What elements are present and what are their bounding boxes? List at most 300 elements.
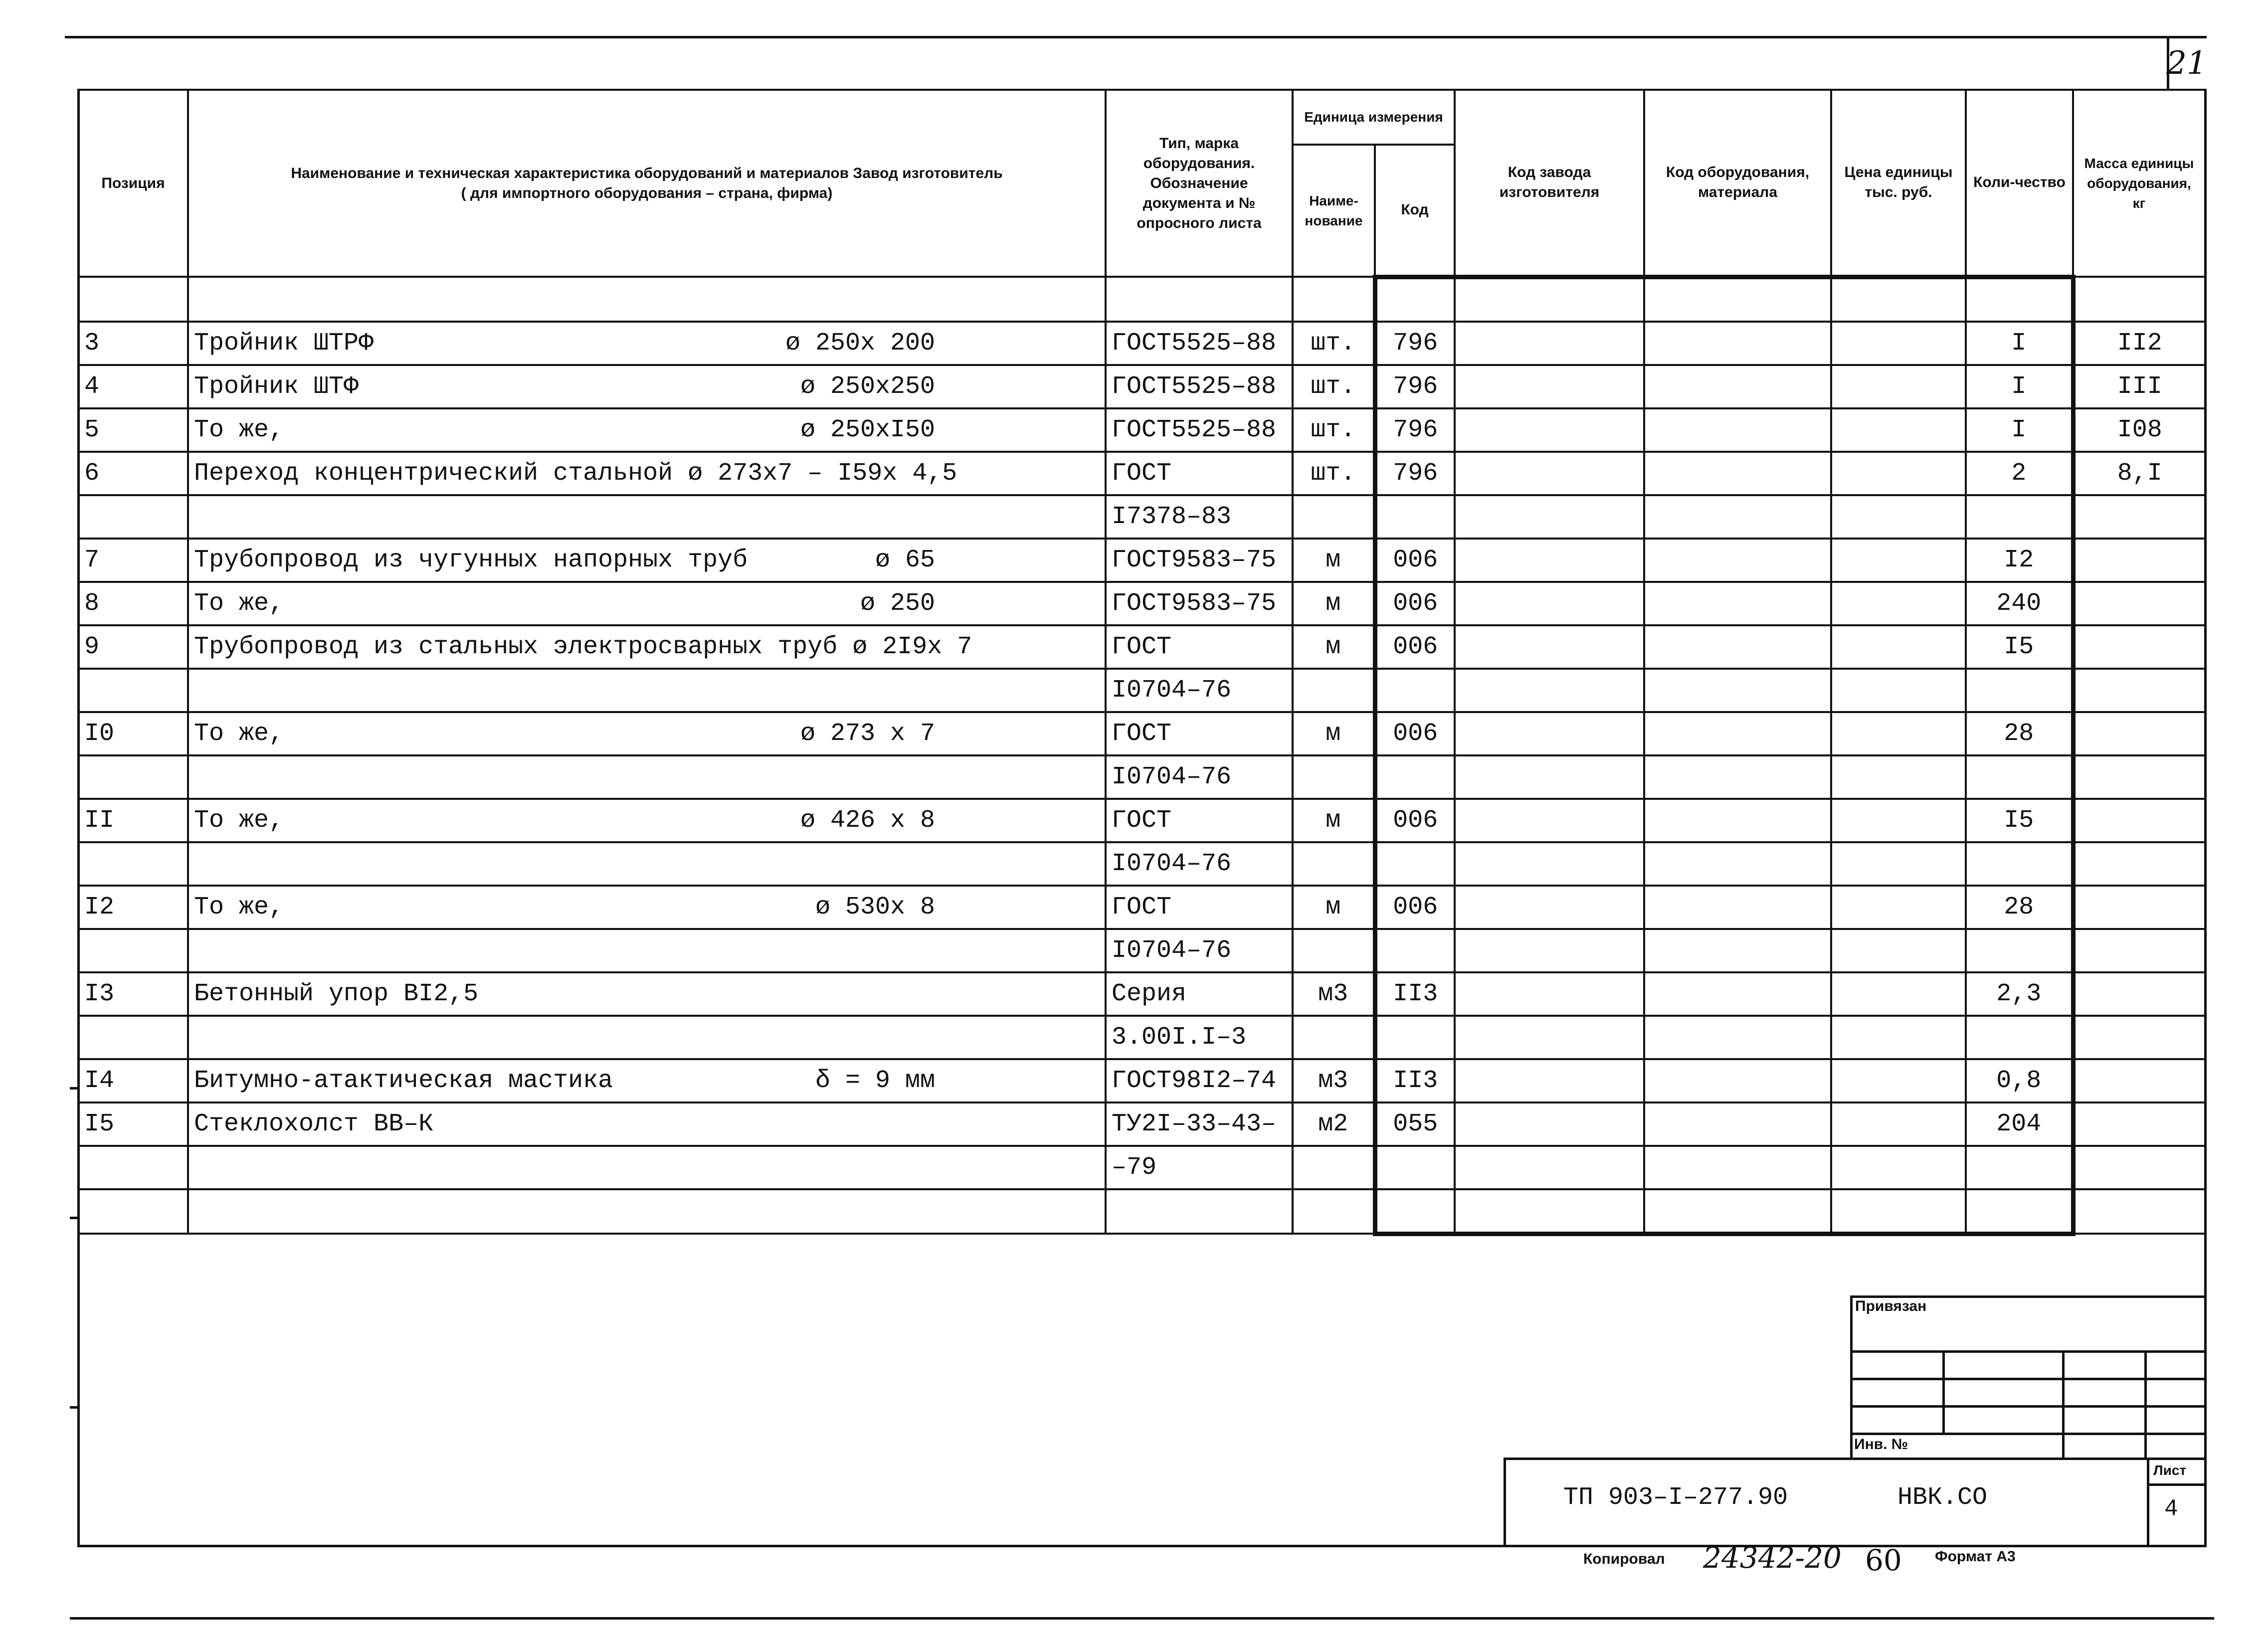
cell-unit	[1293, 1016, 1375, 1059]
cell-price	[1831, 972, 1966, 1016]
cell-unit-code: II3	[1375, 1059, 1455, 1102]
header-quantity: Коли-чество	[1966, 90, 2073, 277]
bound-divider	[1942, 1350, 1945, 1433]
cell-price	[1831, 712, 1966, 755]
cell-equipment-code	[1644, 582, 1831, 625]
item-dimension: δ = 9 мм	[815, 1066, 935, 1095]
cell-quantity	[1966, 929, 2073, 972]
cell-name	[188, 755, 1106, 799]
cell-mass: III	[2073, 365, 2205, 408]
cell-mass	[2073, 1102, 2205, 1146]
item-name: Бетонный упор ВI2,5	[194, 979, 479, 1008]
cell-quantity	[1966, 1016, 2073, 1059]
cell-name	[188, 1016, 1106, 1059]
cell-position	[78, 1146, 188, 1189]
cell-type: 3.00I.I–3	[1106, 1016, 1293, 1059]
cell-position	[78, 755, 188, 799]
cell-quantity	[1966, 277, 2073, 322]
cell-mass	[2073, 669, 2205, 712]
header-unit-group: Единица измерения	[1293, 90, 1455, 145]
cell-unit-code	[1375, 1189, 1455, 1234]
cell-mass	[2073, 755, 2205, 799]
footer-rule	[70, 1617, 2214, 1620]
bound-rule	[1850, 1405, 2207, 1408]
cell-factory-code	[1455, 365, 1644, 408]
cell-price	[1831, 365, 1966, 408]
table-row	[78, 1189, 2205, 1234]
cell-quantity: I2	[1966, 539, 2073, 582]
cell-unit: м	[1293, 886, 1375, 929]
cell-equipment-code	[1644, 1059, 1831, 1102]
table-row	[78, 886, 2205, 929]
cell-quantity: 240	[1966, 582, 2073, 625]
cell-name	[188, 539, 1106, 582]
cell-equipment-code	[1644, 799, 1831, 842]
bound-divider	[2144, 1350, 2147, 1460]
cell-type: ГОСТ	[1106, 625, 1293, 669]
bound-rule	[1850, 1378, 2207, 1380]
item-name: Трубопровод из стальных электросварных труб ø 2I9х 7	[194, 632, 972, 661]
page-number: 21	[2166, 45, 2207, 82]
table-row	[78, 582, 2205, 625]
item-dimension: ø 250х250	[800, 372, 935, 401]
margin-tick	[70, 1217, 80, 1219]
margin-tick	[70, 1406, 80, 1409]
table-body	[78, 277, 2205, 1234]
copy-sub: 60	[1865, 1543, 1902, 1577]
cell-factory-code	[1455, 712, 1644, 755]
cell-position: I3	[78, 972, 188, 1016]
inv-label: Инв. №	[1854, 1436, 1908, 1453]
cell-equipment-code	[1644, 669, 1831, 712]
cell-name	[188, 929, 1106, 972]
left-border	[77, 89, 80, 1547]
cell-position: I2	[78, 886, 188, 929]
cell-price	[1831, 669, 1966, 712]
cell-position	[78, 929, 188, 972]
table-row	[78, 625, 2205, 669]
cell-mass: 8,I	[2073, 452, 2205, 495]
cell-quantity: I5	[1966, 625, 2073, 669]
item-dimension: ø 250х 200	[785, 329, 935, 358]
cell-quantity: I5	[1966, 799, 2073, 842]
cell-position: I4	[78, 1059, 188, 1102]
cell-type: I0704–76	[1106, 755, 1293, 799]
cell-name	[188, 712, 1106, 755]
cell-type: I7378–83	[1106, 495, 1293, 539]
cell-equipment-code	[1644, 322, 1831, 365]
cell-mass	[2073, 842, 2205, 886]
cell-unit: м2	[1293, 1102, 1375, 1146]
cell-mass	[2073, 929, 2205, 972]
cell-price	[1831, 539, 1966, 582]
table-row	[78, 539, 2205, 582]
header-unit-name: Наиме-нование	[1293, 145, 1375, 277]
cell-price	[1831, 799, 1966, 842]
cell-type: Серия	[1106, 972, 1293, 1016]
header-unit-code: Код	[1375, 145, 1455, 277]
cell-type: ГОСТ	[1106, 712, 1293, 755]
cell-position: II	[78, 799, 188, 842]
header-position: Позиция	[78, 90, 188, 277]
cell-quantity	[1966, 1146, 2073, 1189]
cell-quantity	[1966, 755, 2073, 799]
document-mark: НВК.СО	[1897, 1483, 1988, 1512]
cell-position: 5	[78, 408, 188, 452]
cell-factory-code	[1455, 1146, 1644, 1189]
cell-price	[1831, 1146, 1966, 1189]
cell-unit-code: 796	[1375, 452, 1455, 495]
item-dimension: ø 426 х 8	[800, 806, 935, 835]
cell-name	[188, 1059, 1106, 1102]
cell-factory-code	[1455, 972, 1644, 1016]
cell-factory-code	[1455, 408, 1644, 452]
cell-unit	[1293, 495, 1375, 539]
table-row	[78, 1059, 2205, 1102]
cell-type	[1106, 1189, 1293, 1234]
cell-unit	[1293, 929, 1375, 972]
cell-unit-code	[1375, 1016, 1455, 1059]
header-type: Тип, марка оборудования. Обозначение документа и № опросного листа	[1106, 90, 1293, 277]
item-dimension: ø 250хI50	[800, 415, 935, 444]
cell-position	[78, 277, 188, 322]
cell-unit-code: 006	[1375, 582, 1455, 625]
sheet-number: 4	[2164, 1496, 2178, 1522]
table-row	[78, 1016, 2205, 1059]
cell-equipment-code	[1644, 452, 1831, 495]
cell-mass	[2073, 972, 2205, 1016]
cell-unit: м	[1293, 625, 1375, 669]
cell-unit: шт.	[1293, 452, 1375, 495]
cell-position	[78, 669, 188, 712]
cell-mass	[2073, 495, 2205, 539]
cell-position	[78, 1189, 188, 1234]
cell-name	[188, 625, 1106, 669]
cell-quantity: 28	[1966, 886, 2073, 929]
header-factory-code: Код завода изготовителя	[1455, 90, 1644, 277]
bound-rule	[1850, 1350, 2207, 1353]
cell-type	[1106, 277, 1293, 322]
cell-factory-code	[1455, 539, 1644, 582]
cell-price	[1831, 842, 1966, 886]
cell-type: ТУ2I–33–43–	[1106, 1102, 1293, 1146]
item-name: То же,	[194, 719, 284, 748]
format-label: Формат А3	[1935, 1548, 2016, 1565]
sheet-label: Лист	[2153, 1463, 2187, 1478]
cell-name	[188, 842, 1106, 886]
cell-mass	[2073, 625, 2205, 669]
cell-unit-code: 006	[1375, 712, 1455, 755]
cell-equipment-code	[1644, 495, 1831, 539]
copy-number: 24342-20	[1703, 1541, 1842, 1575]
cell-name	[188, 886, 1106, 929]
cell-name	[188, 1102, 1106, 1146]
item-dimension: ø 273 х 7	[800, 719, 935, 748]
item-name: Стеклохолст ВВ–К	[194, 1109, 434, 1138]
sheet-rule	[2147, 1483, 2207, 1486]
cell-factory-code	[1455, 842, 1644, 886]
cell-unit-code	[1375, 1146, 1455, 1189]
cell-position: 4	[78, 365, 188, 408]
header-equipment-code: Код оборудования, материала	[1644, 90, 1831, 277]
item-name: Тройник ШТРФ	[194, 329, 374, 358]
cell-position: I0	[78, 712, 188, 755]
cell-price	[1831, 582, 1966, 625]
cell-factory-code	[1455, 755, 1644, 799]
table-row	[78, 1146, 2205, 1189]
cell-equipment-code	[1644, 755, 1831, 799]
table-row	[78, 408, 2205, 452]
cell-mass	[2073, 582, 2205, 625]
cell-type: ГОСТ9583–75	[1106, 582, 1293, 625]
cell-equipment-code	[1644, 842, 1831, 886]
cell-factory-code	[1455, 799, 1644, 842]
cell-unit: шт.	[1293, 408, 1375, 452]
cell-name	[188, 495, 1106, 539]
cell-mass	[2073, 1189, 2205, 1234]
cell-quantity: 204	[1966, 1102, 2073, 1146]
cell-unit	[1293, 842, 1375, 886]
cell-position	[78, 842, 188, 886]
cell-unit	[1293, 1146, 1375, 1189]
cell-quantity	[1966, 1189, 2073, 1234]
cell-factory-code	[1455, 582, 1644, 625]
table-row	[78, 669, 2205, 712]
cell-equipment-code	[1644, 1189, 1831, 1234]
cell-unit	[1293, 1189, 1375, 1234]
cell-equipment-code	[1644, 972, 1831, 1016]
cell-name	[188, 582, 1106, 625]
header-price: Цена единицы тыс. руб.	[1831, 90, 1966, 277]
table-row	[78, 712, 2205, 755]
cell-factory-code	[1455, 452, 1644, 495]
cell-equipment-code	[1644, 712, 1831, 755]
cell-factory-code	[1455, 1102, 1644, 1146]
cell-unit-code	[1375, 495, 1455, 539]
cell-equipment-code	[1644, 625, 1831, 669]
cell-price	[1831, 452, 1966, 495]
cell-mass	[2073, 539, 2205, 582]
cell-quantity: 0,8	[1966, 1059, 2073, 1102]
cell-unit: м3	[1293, 972, 1375, 1016]
cell-unit-code	[1375, 277, 1455, 322]
margin-tick	[70, 1087, 80, 1090]
cell-equipment-code	[1644, 1016, 1831, 1059]
cell-unit-code: 055	[1375, 1102, 1455, 1146]
cell-name	[188, 1146, 1106, 1189]
cell-type: I0704–76	[1106, 929, 1293, 972]
item-name: То же,	[194, 806, 284, 835]
cell-equipment-code	[1644, 277, 1831, 322]
cell-price	[1831, 625, 1966, 669]
table-row	[78, 842, 2205, 886]
cell-quantity	[1966, 669, 2073, 712]
cell-equipment-code	[1644, 365, 1831, 408]
cell-price	[1831, 1102, 1966, 1146]
cell-name	[188, 277, 1106, 322]
cell-type: ГОСТ	[1106, 799, 1293, 842]
cell-unit: шт.	[1293, 322, 1375, 365]
header-name: Наименование и техническая характеристика оборудований и материалов Завод изготовитель ( для импортного оборудования – страна, фирма)	[188, 90, 1106, 277]
cell-unit-code	[1375, 842, 1455, 886]
cell-unit: м3	[1293, 1059, 1375, 1102]
cell-factory-code	[1455, 322, 1644, 365]
cell-name	[188, 322, 1106, 365]
cell-unit-code: 006	[1375, 539, 1455, 582]
cell-name	[188, 408, 1106, 452]
cell-unit-code: 796	[1375, 322, 1455, 365]
item-name: Битумно-атактическая мастика	[194, 1066, 613, 1095]
cell-unit: м	[1293, 539, 1375, 582]
cell-position: 8	[78, 582, 188, 625]
item-name: Трубопровод из чугунных напорных труб	[194, 546, 748, 574]
cell-price	[1831, 1016, 1966, 1059]
cell-equipment-code	[1644, 1146, 1831, 1189]
item-name: То же,	[194, 893, 284, 921]
cell-price	[1831, 408, 1966, 452]
cell-name	[188, 972, 1106, 1016]
cell-name	[188, 669, 1106, 712]
bound-rule	[1850, 1433, 2207, 1435]
cell-unit: м	[1293, 712, 1375, 755]
cell-factory-code	[1455, 277, 1644, 322]
sheet-divider	[2147, 1458, 2149, 1547]
item-name: Переход концентрический стальной ø 273х7 – I59х 4,5	[194, 459, 957, 488]
cell-equipment-code	[1644, 886, 1831, 929]
table-row	[78, 322, 2205, 365]
cell-factory-code	[1455, 1016, 1644, 1059]
cell-mass: II2	[2073, 322, 2205, 365]
cell-price	[1831, 1059, 1966, 1102]
cell-quantity	[1966, 495, 2073, 539]
cell-factory-code	[1455, 1059, 1644, 1102]
cell-type: ГОСТ5525–88	[1106, 365, 1293, 408]
cell-mass	[2073, 886, 2205, 929]
cell-type: I0704–76	[1106, 842, 1293, 886]
cell-position: 7	[78, 539, 188, 582]
cell-mass: I08	[2073, 408, 2205, 452]
cell-unit: шт.	[1293, 365, 1375, 408]
cell-position: I5	[78, 1102, 188, 1146]
cell-price	[1831, 277, 1966, 322]
table-row	[78, 277, 2205, 322]
cell-unit-code	[1375, 755, 1455, 799]
cell-unit	[1293, 277, 1375, 322]
cell-equipment-code	[1644, 408, 1831, 452]
cell-unit-code: 006	[1375, 886, 1455, 929]
cell-mass	[2073, 277, 2205, 322]
cell-name	[188, 1189, 1106, 1234]
item-name: То же,	[194, 415, 284, 444]
cell-price	[1831, 929, 1966, 972]
cell-mass	[2073, 1059, 2205, 1102]
cell-unit-code: 796	[1375, 408, 1455, 452]
cell-type: –79	[1106, 1146, 1293, 1189]
bound-label: Привязан	[1855, 1298, 1927, 1314]
top-border	[65, 36, 2207, 38]
cell-unit-code: 006	[1375, 625, 1455, 669]
cell-equipment-code	[1644, 539, 1831, 582]
cell-position: 3	[78, 322, 188, 365]
specification-table	[77, 89, 2206, 1236]
table-row	[78, 495, 2205, 539]
cell-quantity: I	[1966, 408, 2073, 452]
table-row	[78, 452, 2205, 495]
cell-price	[1831, 755, 1966, 799]
cell-price	[1831, 1189, 1966, 1234]
cell-factory-code	[1455, 625, 1644, 669]
cell-mass	[2073, 712, 2205, 755]
cell-quantity: 2	[1966, 452, 2073, 495]
cell-type: I0704–76	[1106, 669, 1293, 712]
cell-unit-code	[1375, 669, 1455, 712]
item-dimension: ø 65	[875, 546, 935, 574]
item-name: То же,	[194, 589, 284, 618]
table-row	[78, 972, 2205, 1016]
cell-unit-code: 006	[1375, 799, 1455, 842]
cell-quantity	[1966, 842, 2073, 886]
copied-label: Копировал	[1583, 1551, 1665, 1567]
table-row	[78, 755, 2205, 799]
cell-equipment-code	[1644, 929, 1831, 972]
cell-mass	[2073, 1016, 2205, 1059]
cell-position	[78, 1016, 188, 1059]
table-row	[78, 365, 2205, 408]
cell-factory-code	[1455, 929, 1644, 972]
cell-name	[188, 365, 1106, 408]
item-dimension: ø 530х 8	[815, 893, 935, 921]
cell-name	[188, 799, 1106, 842]
cell-unit-code: 796	[1375, 365, 1455, 408]
cell-unit: м	[1293, 582, 1375, 625]
cell-mass	[2073, 1146, 2205, 1189]
cell-factory-code	[1455, 886, 1644, 929]
cell-quantity: I	[1966, 322, 2073, 365]
cell-mass	[2073, 799, 2205, 842]
cell-position	[78, 495, 188, 539]
item-name: Тройник ШТФ	[194, 372, 359, 401]
table-row	[78, 799, 2205, 842]
cell-quantity: 28	[1966, 712, 2073, 755]
cell-unit	[1293, 669, 1375, 712]
cell-type: ГОСТ	[1106, 452, 1293, 495]
cell-unit-code	[1375, 929, 1455, 972]
table-row	[78, 1102, 2205, 1146]
cell-price	[1831, 495, 1966, 539]
document-code: ТП 903–I–277.90	[1563, 1483, 1788, 1512]
item-dimension: ø 250	[860, 589, 935, 618]
cell-unit: м	[1293, 799, 1375, 842]
cell-unit	[1293, 755, 1375, 799]
cell-name	[188, 452, 1106, 495]
cell-price	[1831, 322, 1966, 365]
cell-factory-code	[1455, 1189, 1644, 1234]
cell-quantity: 2,3	[1966, 972, 2073, 1016]
header-mass: Масса единицы оборудования, кг	[2073, 90, 2205, 277]
cell-type: ГОСТ9583–75	[1106, 539, 1293, 582]
cell-unit-code: II3	[1375, 972, 1455, 1016]
cell-quantity: I	[1966, 365, 2073, 408]
table-row	[78, 929, 2205, 972]
cell-type: ГОСТ5525–88	[1106, 408, 1293, 452]
cell-type: ГОСТ98I2–74	[1106, 1059, 1293, 1102]
cell-position: 9	[78, 625, 188, 669]
cell-factory-code	[1455, 495, 1644, 539]
cell-type: ГОСТ5525–88	[1106, 322, 1293, 365]
cell-equipment-code	[1644, 1102, 1831, 1146]
cell-price	[1831, 886, 1966, 929]
cell-type: ГОСТ	[1106, 886, 1293, 929]
